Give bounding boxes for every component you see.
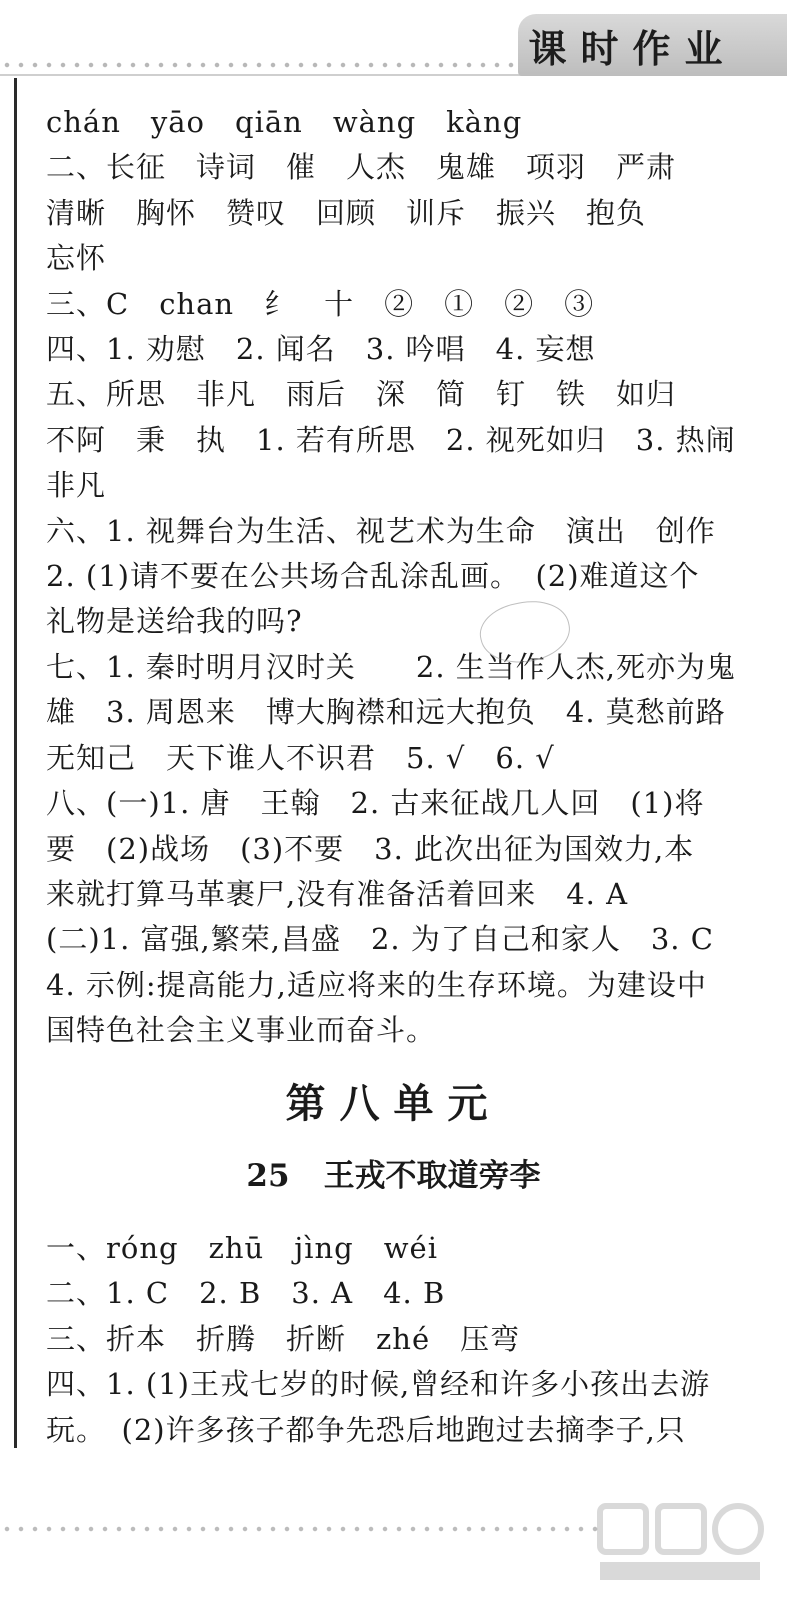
answer-line: 礼物是送给我的吗? xyxy=(46,604,303,639)
left-margin-rule xyxy=(14,78,17,1448)
answer-line: 清晰 胸怀 赞叹 回顾 训斥 振兴 抱负 xyxy=(46,195,647,230)
answer-section-bottom xyxy=(46,1226,746,1453)
answer-line: 三、C chan 纟 十 ② ① ② ③ xyxy=(46,286,595,321)
lesson-number: 25 xyxy=(246,1158,290,1194)
answer-line: 六、1. 视舞台为生活、视艺术为生命 演出 创作 xyxy=(46,513,716,548)
lesson-title xyxy=(0,1150,787,1195)
answer-line: 非凡 xyxy=(46,468,107,503)
watermark-logo xyxy=(590,1498,770,1588)
answer-line: 无知己 天下谁人不识君 5. √ 6. √ xyxy=(46,740,555,775)
answer-line: 忘怀 xyxy=(46,241,107,276)
answer-line: 一、róng zhū jìng wéi xyxy=(46,1231,438,1265)
answer-line: 二、长征 诗词 催 人杰 鬼雄 项羽 严肃 xyxy=(46,150,677,185)
answer-line: 七、1. 秦时明月汉时关 2. 生当作人杰,死亦为鬼 xyxy=(46,649,736,684)
answer-line: (二)1. 富强,繁荣,昌盛 2. 为了自己和家人 3. C xyxy=(46,922,714,957)
answer-line: 玩。 (2)许多孩子都争先恐后地跑过去摘李子,只 xyxy=(46,1412,686,1447)
answer-line: 四、1. (1)王戎七岁的时候,曾经和许多小孩出去游 xyxy=(46,1367,711,1402)
answer-section-top xyxy=(46,100,746,1054)
answer-line: 不阿 秉 执 1. 若有所思 2. 视死如归 3. 热闹 xyxy=(46,422,736,457)
answer-line: 二、1. C 2. B 3. A 4. B xyxy=(46,1276,446,1311)
answer-line: 2. (1)请不要在公共场合乱涂乱画。 (2)难道这个 xyxy=(46,559,700,594)
answer-line: 八、(一)1. 唐 王翰 2. 古来征战几人回 (1)将 xyxy=(46,786,705,821)
answer-line: 要 (2)战场 (3)不要 3. 此次出征为国效力,本 xyxy=(46,831,695,866)
unit-title: 第八单元 xyxy=(285,1080,502,1127)
answer-line: 雄 3. 周恩来 博大胸襟和远大抱负 4. 莫愁前路 xyxy=(46,695,726,730)
footer-dot-border xyxy=(0,1522,600,1536)
answer-line: 来就打算马革裹尸,没有准备活着回来 4. A xyxy=(46,876,629,911)
answer-line: chán yāo qiān wàng kàng xyxy=(46,105,523,139)
answer-line: 4. 示例:提高能力,适应将来的生存环境。为建设中 xyxy=(46,967,707,1002)
header-tab-text: 课时作业 xyxy=(528,26,737,71)
answer-line: 四、1. 劝慰 2. 闻名 3. 吟唱 4. 妄想 xyxy=(46,332,596,367)
lesson-name: 王戎不取道旁李 xyxy=(323,1158,541,1194)
header-dot-border xyxy=(0,58,520,74)
header-tab xyxy=(518,14,787,76)
answer-line: 五、所思 非凡 雨后 深 简 钉 铁 如归 xyxy=(46,377,677,412)
answer-line: 三、折本 折腾 折断 zhé 压弯 xyxy=(46,1321,521,1356)
answer-line: 国特色社会主义事业而奋斗。 xyxy=(46,1013,437,1048)
